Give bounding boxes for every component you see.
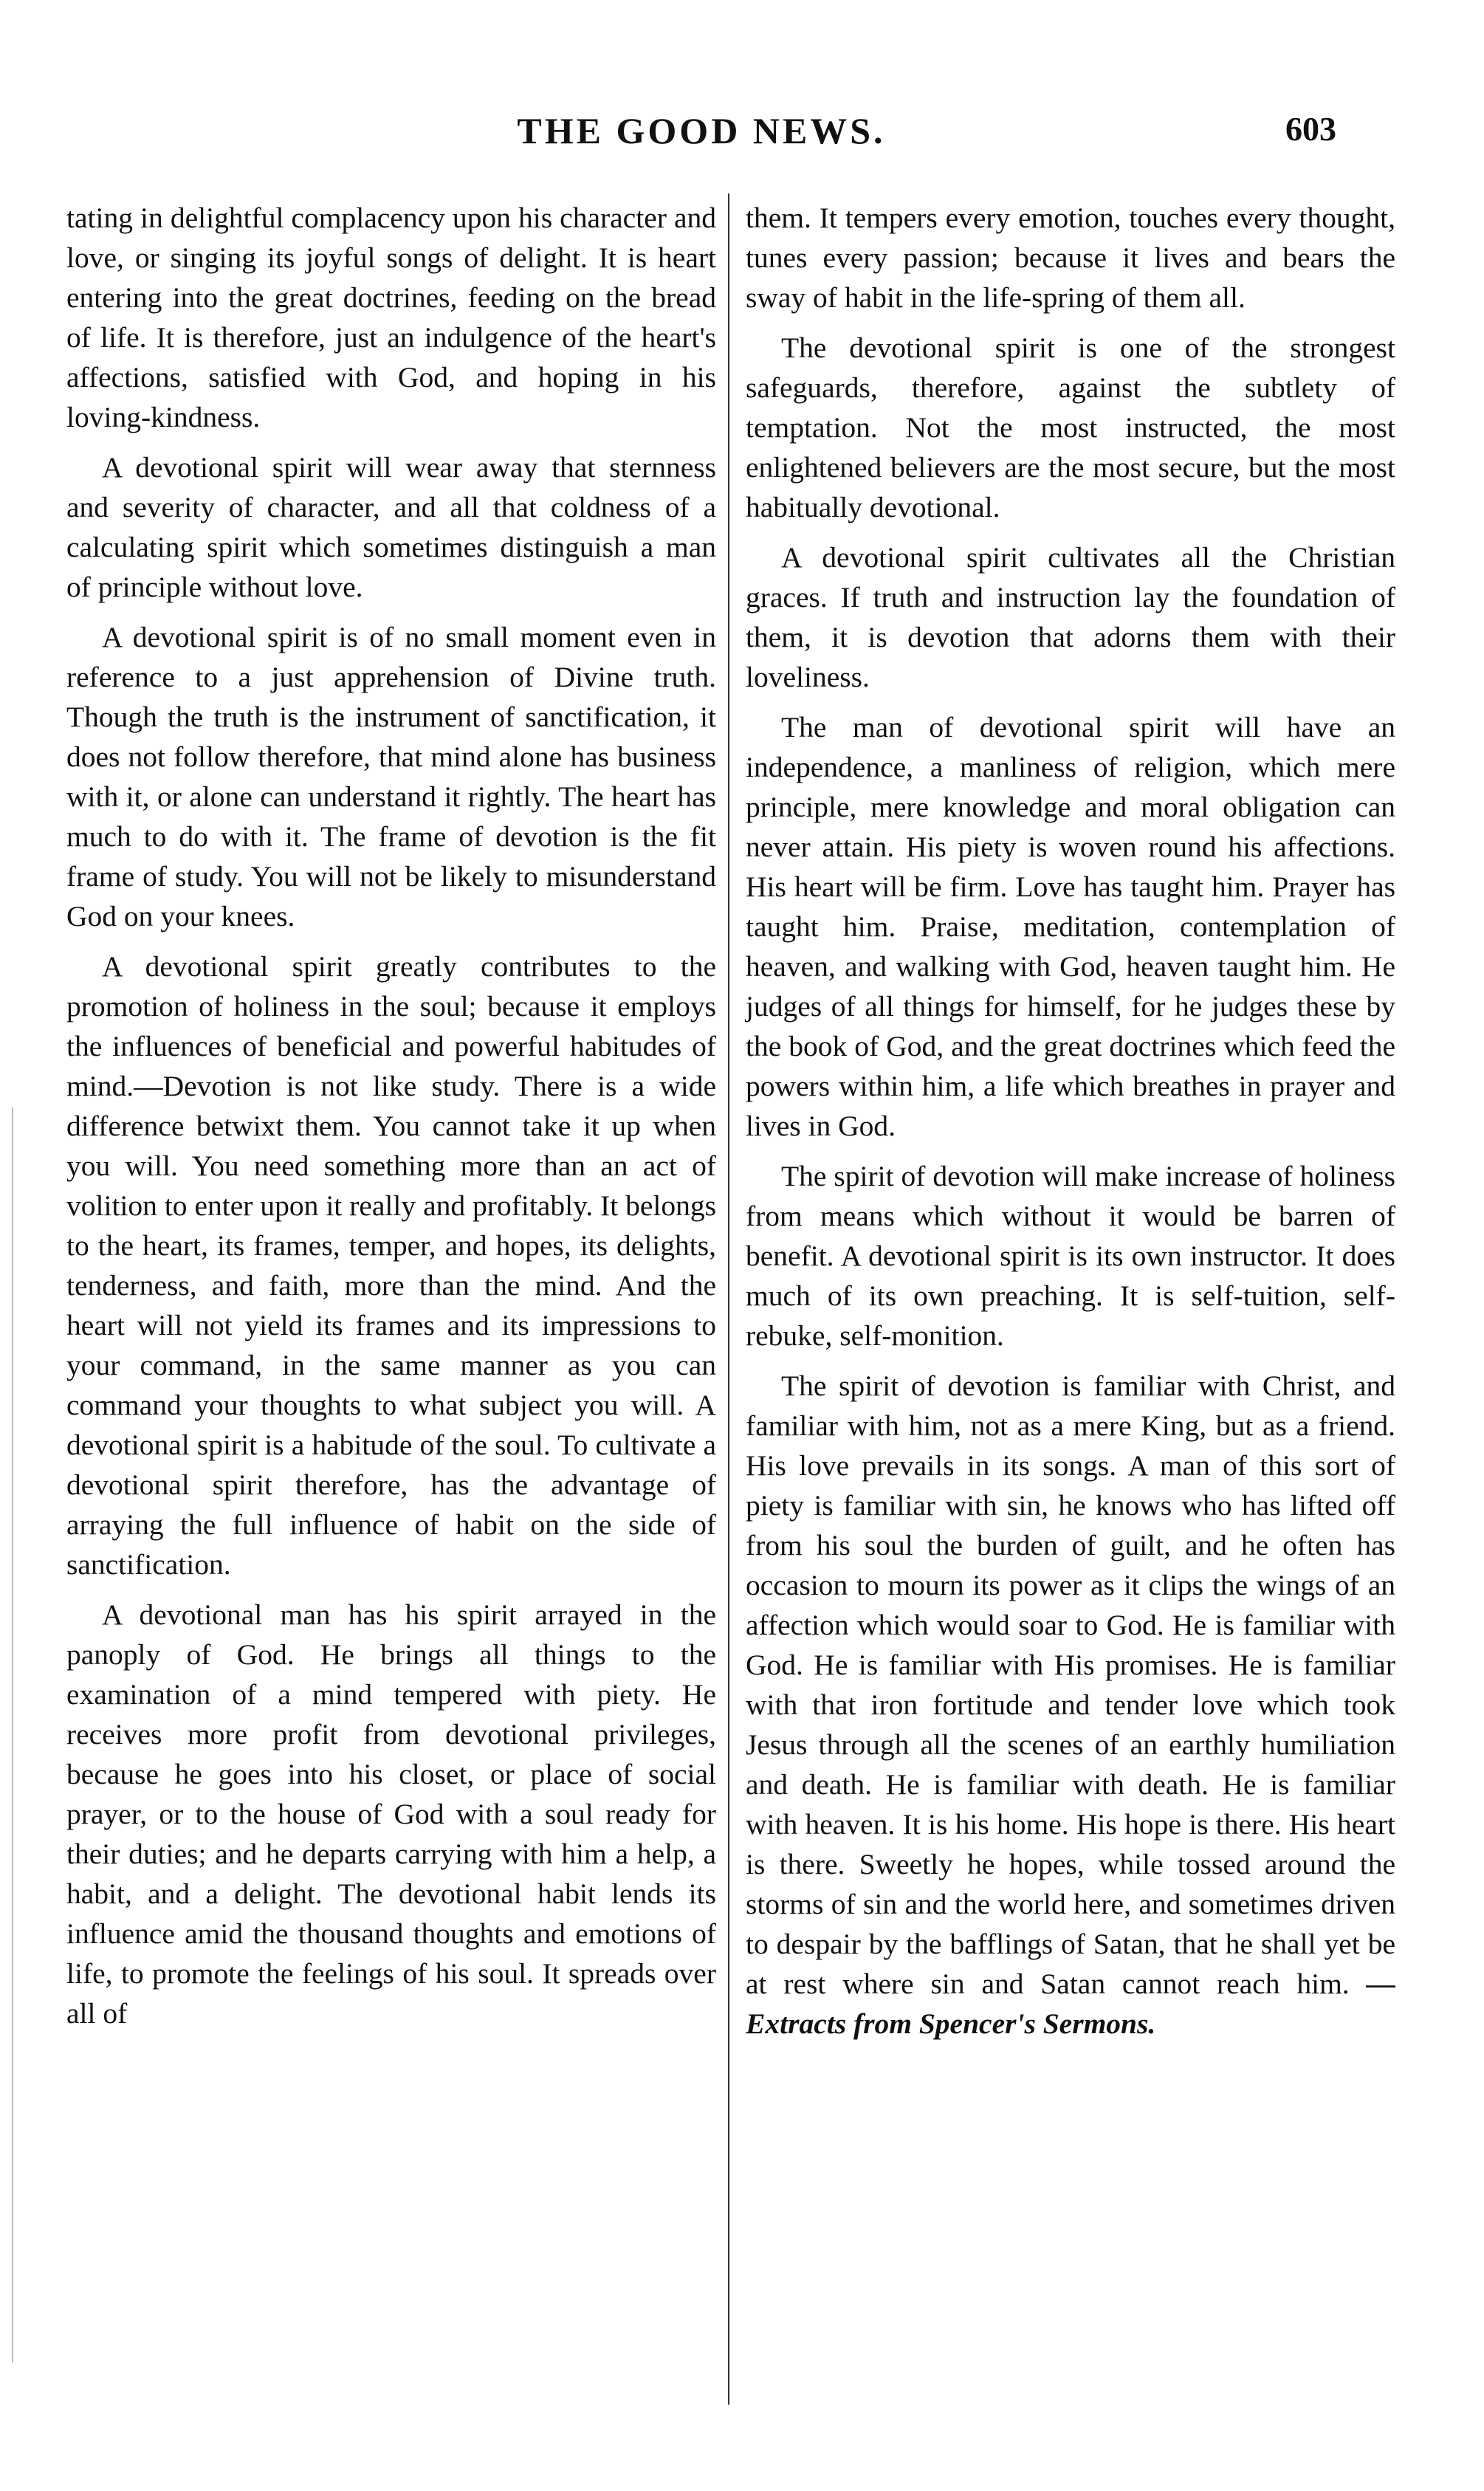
source-attribution: —Extracts from Spencer's Sermons. <box>746 1968 1396 2040</box>
page-edge-mark <box>12 1107 13 2363</box>
paragraph: them. It tempers every emotion, touches every thought, tunes every passion; because it lives and bears the sway of habit in the life-spring of them all. <box>746 202 1395 314</box>
paragraph: A devotional spirit will wear away that sternness and severity of character, and all that coldness of a calculating spirit which sometimes distinguish a man of principle without love. <box>66 451 716 603</box>
paragraph: tating in delightful complacency upon his character and love, or singing its joyful songs of delight. It is heart entering into the great doctrines, feeding on the bread of life. It is therefore, just an indulgence of the heart's affections, satisfied with God, and hoping in his loving-kindness. <box>66 202 716 433</box>
paragraph: A devotional man has his spirit arrayed in the panoply of God. He brings all things to the examination of a mind tempered with piety. He receives more profit from devotional privileges, because he goes into his closet, or place of social prayer, or to the house of God with a soul ready for their duties; and he departs carrying with him a help, a habit, and a delight. The devotional habit lends its influence amid the thousand thoughts and emotions of life, to promote the feelings of his soul. It spreads over all of <box>66 1598 716 2030</box>
paragraph: A devotional spirit cultivates all the Christian graces. If truth and instruction lay the foundation of them, it is devotion that adorns them with their loveliness. <box>746 541 1395 693</box>
page-number: 603 <box>1285 110 1336 148</box>
paragraph: The spirit of devotion will make increase of holiness from means which without it would be barren of benefit. A devotional spirit is its own instructor. It does much of its own preaching. It is self-tuition, self-rebuke, self-monition. <box>746 1160 1395 1352</box>
right-column <box>746 198 1395 2054</box>
paragraph-text: The spirit of devotion is familiar with Christ, and familiar with him, not as a mere King, but as a friend. His love prevails in its songs. A man of this sort of piety is familiar with sin, he knows who has lifted off from his soul the burden of guilt, and he often has occasion to mourn its power as it clips the wings of an affection which would soar to God. He is familiar with God. He is familiar with His promises. He is familiar with that iron fortitude and tender love which took Jesus through all the scenes of an earthly humiliation and death. He is familiar with death. He is familiar with heaven. It is his home. His hope is there. His heart is there. Sweetly he hopes, while tossed around the storms of sin and the world here, and sometimes driven to despair by the bafflings of Satan, that he shall yet be at rest where sin and Satan cannot reach him. <box>746 1370 1395 2000</box>
last-paragraph <box>746 1366 1395 2044</box>
column-divider <box>728 193 729 2405</box>
paragraph: The man of devotional spirit will have an independence, a manliness of religion, which mere principle, mere knowledge and moral obligation can never attain. His piety is woven round his affections. His heart will be firm. Love has taught him. Prayer has taught him. Praise, meditation, contemplation of heaven, and walking with God, heaven taught him. He judges of all things for himself, for he judges these by the book of God, and the great doctrines which feed the powers within him, a life which breathes in prayer and lives in God. <box>746 711 1395 1142</box>
paragraph: A devotional spirit greatly contributes to the promotion of holiness in the soul; because it employs the influences of beneficial and powerful habitudes of mind.—Devotion is not like study. There is a wide difference betwixt them. You cannot take it up when you will. You need something more than an act of volition to enter upon it really and profitably. It belongs to the heart, its frames, temper, and hopes, its delights, tenderness, and faith, more than the mind. And the heart will not yield its frames and its impressions to your command, in the same manner as you can command your thoughts to what subject you will. A devotional spirit is a habitude of the soul. To cultivate a devotional spirit therefore, has the advantage of arraying the full influence of habit on the side of sanctification. <box>66 950 716 1581</box>
paragraph: The devotional spirit is one of the strongest safeguards, therefore, against the subtlety of temptation. Not the most instructed, the most enlightened believers are the most secure, but the most habitually devotional. <box>746 331 1395 523</box>
running-header <box>66 109 1336 161</box>
journal-title: THE GOOD NEWS. <box>517 110 886 151</box>
paragraph: A devotional spirit is of no small moment even in reference to a just apprehension of Divine truth. Though the truth is the instrument of sanctification, it does not follow therefore, that mind alone has business with it, or alone can understand it rightly. The heart has much to do with it. The frame of devotion is the fit frame of study. You will not be likely to misunderstand God on your knees. <box>66 621 716 932</box>
left-column <box>66 198 716 2044</box>
